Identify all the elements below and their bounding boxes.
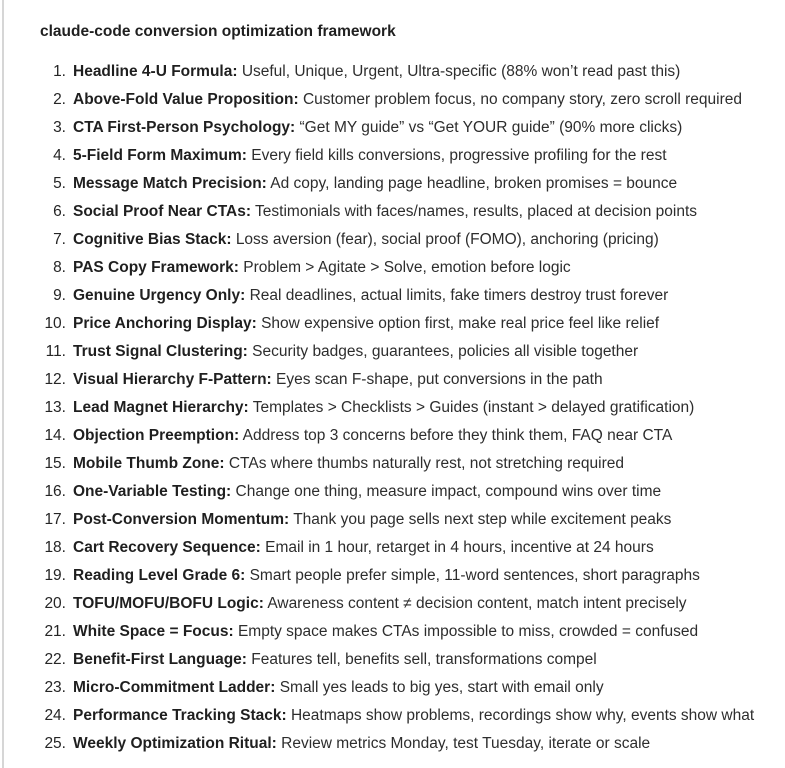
item-label: Visual Hierarchy F-Pattern: bbox=[73, 371, 272, 388]
item-number: 3. bbox=[53, 119, 66, 136]
item-number: 18. bbox=[44, 539, 66, 556]
list-item bbox=[40, 422, 785, 450]
item-body bbox=[73, 58, 680, 86]
item-body bbox=[73, 86, 742, 114]
list-item bbox=[40, 86, 785, 114]
item-label: Cognitive Bias Stack: bbox=[73, 231, 232, 248]
item-text: Every field kills conversions, progressive profiling for the rest bbox=[251, 147, 667, 164]
item-number: 24. bbox=[44, 707, 66, 724]
item-body bbox=[73, 198, 697, 226]
item-text: Real deadlines, actual limits, fake timers destroy trust forever bbox=[249, 287, 669, 304]
list-item bbox=[40, 394, 785, 422]
list-item bbox=[40, 702, 785, 730]
item-text: Ad copy, landing page headline, broken promises = bounce bbox=[270, 175, 678, 192]
item-text: Features tell, benefits sell, transformations compel bbox=[251, 651, 597, 668]
item-text: Show expensive option first, make real price feel like relief bbox=[261, 315, 660, 332]
item-text: Small yes leads to big yes, start with email only bbox=[279, 679, 604, 696]
item-body bbox=[73, 450, 624, 478]
item-label: TOFU/MOFU/BOFU Logic: bbox=[73, 595, 264, 612]
item-body bbox=[73, 730, 650, 758]
item-label: Objection Preemption: bbox=[73, 427, 240, 444]
item-number: 7. bbox=[53, 231, 66, 248]
list-item bbox=[40, 282, 785, 310]
item-body bbox=[73, 478, 661, 506]
list-item bbox=[40, 730, 785, 758]
item-number: 2. bbox=[53, 91, 66, 108]
item-body bbox=[73, 254, 571, 282]
item-number: 10. bbox=[44, 315, 66, 332]
item-text: Testimonials with faces/names, results, placed at decision points bbox=[255, 203, 698, 220]
item-text: Empty space makes CTAs impossible to miss, crowded = confused bbox=[237, 623, 699, 640]
item-text: “Get MY guide” vs “Get YOUR guide” (90% more clicks) bbox=[299, 119, 683, 136]
item-body bbox=[73, 114, 682, 142]
item-label: Benefit-First Language: bbox=[73, 651, 247, 668]
item-number: 23. bbox=[44, 679, 66, 696]
item-body bbox=[73, 170, 677, 198]
item-label: Weekly Optimization Ritual: bbox=[73, 735, 277, 752]
item-body bbox=[73, 674, 604, 702]
item-body bbox=[73, 646, 597, 674]
item-number: 22. bbox=[44, 651, 66, 668]
item-label: Genuine Urgency Only: bbox=[73, 287, 246, 304]
list-item bbox=[40, 450, 785, 478]
item-label: Headline 4-U Formula: bbox=[73, 63, 238, 80]
framework-list bbox=[0, 58, 785, 758]
item-label: Performance Tracking Stack: bbox=[73, 707, 287, 724]
item-text: Change one thing, measure impact, compound wins over time bbox=[235, 483, 662, 500]
item-body bbox=[73, 702, 754, 730]
list-item bbox=[40, 674, 785, 702]
item-number: 13. bbox=[44, 399, 66, 416]
list-item bbox=[40, 366, 785, 394]
item-text: Customer problem focus, no company story, zero scroll required bbox=[302, 91, 742, 108]
item-body bbox=[73, 338, 638, 366]
item-number: 11. bbox=[45, 343, 66, 360]
item-text: Eyes scan F-shape, put conversions in the path bbox=[276, 371, 603, 388]
item-label: Trust Signal Clustering: bbox=[73, 343, 248, 360]
item-number: 1. bbox=[53, 63, 66, 80]
item-number: 8. bbox=[53, 259, 66, 276]
list-item bbox=[40, 226, 785, 254]
list-item bbox=[40, 506, 785, 534]
item-number: 17. bbox=[44, 511, 66, 528]
item-label: Social Proof Near CTAs: bbox=[73, 203, 252, 220]
list-item bbox=[40, 646, 785, 674]
item-number: 20. bbox=[44, 595, 66, 612]
item-text: CTAs where thumbs naturally rest, not stretching required bbox=[228, 455, 624, 472]
list-item bbox=[40, 198, 785, 226]
item-body bbox=[73, 282, 668, 310]
item-body bbox=[73, 422, 672, 450]
item-number: 9. bbox=[53, 287, 66, 304]
item-label: Post-Conversion Momentum: bbox=[73, 511, 290, 528]
item-text: Review metrics Monday, test Tuesday, iterate or scale bbox=[281, 735, 651, 752]
item-body bbox=[73, 590, 687, 618]
item-number: 6. bbox=[53, 203, 66, 220]
list-item bbox=[40, 478, 785, 506]
page-title: claude-code conversion optimization framework bbox=[40, 23, 396, 40]
item-text: Thank you page sells next step while excitement peaks bbox=[293, 511, 672, 528]
list-item bbox=[40, 170, 785, 198]
item-number: 21. bbox=[44, 623, 66, 640]
item-text: Heatmaps show problems, recordings show why, events show what bbox=[290, 707, 755, 724]
item-body bbox=[73, 366, 603, 394]
item-text: Security badges, guarantees, policies all visible together bbox=[252, 343, 639, 360]
item-number: 4. bbox=[53, 147, 66, 164]
item-body bbox=[73, 142, 667, 170]
item-body bbox=[73, 310, 659, 338]
item-text: Templates > Checklists > Guides (instant > delayed gratification) bbox=[252, 399, 695, 416]
item-body bbox=[73, 534, 654, 562]
list-item bbox=[40, 58, 785, 86]
item-label: Cart Recovery Sequence: bbox=[73, 539, 261, 556]
list-item bbox=[40, 618, 785, 646]
item-label: 5-Field Form Maximum: bbox=[73, 147, 247, 164]
left-border-line bbox=[2, 0, 4, 768]
item-label: Message Match Precision: bbox=[73, 175, 267, 192]
item-label: Lead Magnet Hierarchy: bbox=[73, 399, 249, 416]
item-number: 12. bbox=[44, 371, 66, 388]
list-item bbox=[40, 590, 785, 618]
item-number: 16. bbox=[44, 483, 66, 500]
item-number: 25. bbox=[44, 735, 66, 752]
list-item bbox=[40, 114, 785, 142]
list-item bbox=[40, 142, 785, 170]
item-label: Reading Level Grade 6: bbox=[73, 567, 246, 584]
item-text: Address top 3 concerns before they think them, FAQ near CTA bbox=[242, 427, 673, 444]
item-label: PAS Copy Framework: bbox=[73, 259, 239, 276]
item-label: Price Anchoring Display: bbox=[73, 315, 257, 332]
item-label: CTA First-Person Psychology: bbox=[73, 119, 296, 136]
list-item bbox=[40, 254, 785, 282]
item-text: Smart people prefer simple, 11-word sentences, short paragraphs bbox=[249, 567, 700, 584]
item-body bbox=[73, 618, 698, 646]
item-label: Mobile Thumb Zone: bbox=[73, 455, 225, 472]
item-number: 5. bbox=[53, 175, 66, 192]
item-label: Above-Fold Value Proposition: bbox=[73, 91, 299, 108]
item-body bbox=[73, 226, 659, 254]
list-item bbox=[40, 310, 785, 338]
item-number: 15. bbox=[44, 455, 66, 472]
list-item bbox=[40, 338, 785, 366]
item-text: Useful, Unique, Urgent, Ultra-specific (88% won’t read past this) bbox=[241, 63, 681, 80]
list-item bbox=[40, 534, 785, 562]
item-label: Micro-Commitment Ladder: bbox=[73, 679, 276, 696]
list-item bbox=[40, 562, 785, 590]
item-label: One-Variable Testing: bbox=[73, 483, 232, 500]
item-text: Loss aversion (fear), social proof (FOMO), anchoring (pricing) bbox=[235, 231, 659, 248]
item-text: Email in 1 hour, retarget in 4 hours, incentive at 24 hours bbox=[265, 539, 654, 556]
item-label: White Space = Focus: bbox=[73, 623, 234, 640]
item-text: Awareness content ≠ decision content, match intent precisely bbox=[267, 595, 687, 612]
item-text: Problem > Agitate > Solve, emotion before logic bbox=[243, 259, 571, 276]
item-number: 14. bbox=[44, 427, 66, 444]
item-body bbox=[73, 506, 671, 534]
item-body bbox=[73, 394, 694, 422]
item-body bbox=[73, 562, 700, 590]
item-number: 19. bbox=[44, 567, 66, 584]
